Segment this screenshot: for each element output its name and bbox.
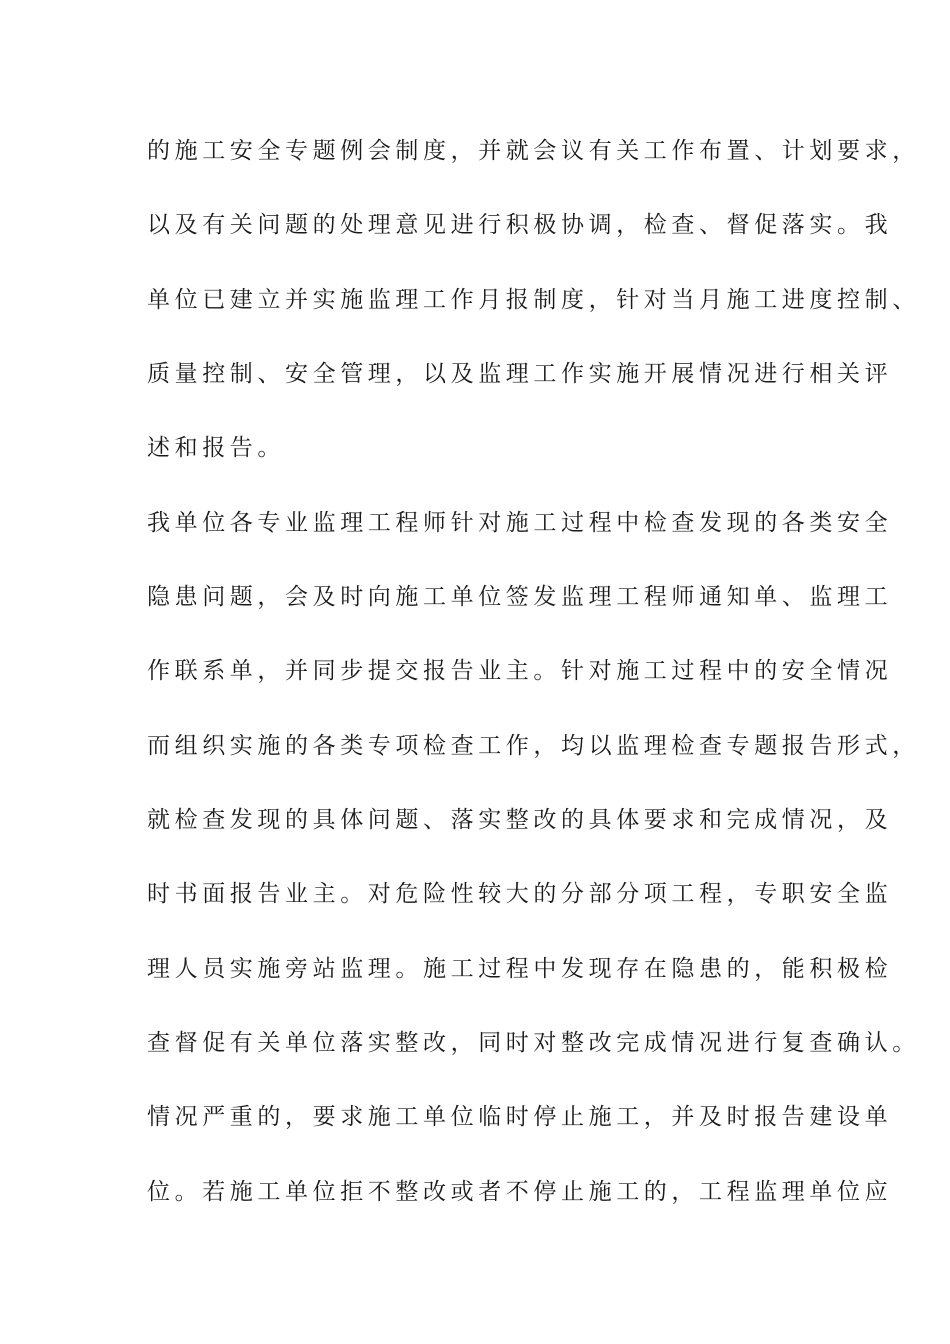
text-line: 隐患问题，会及时向施工单位签发监理工程师通知单、监理工: [147, 584, 893, 610]
text-line: 就检查发现的具体问题、落实整改的具体要求和完成情况，及: [147, 807, 893, 833]
text-line: 情况严重的，要求施工单位临时停止施工，并及时报告建设单: [147, 1104, 893, 1130]
text-line: 的施工安全专题例会制度，并就会议有关工作布置、计划要求，: [147, 138, 920, 164]
text-line: 时书面报告业主。对危险性较大的分部分项工程，专职安全监: [147, 881, 893, 907]
text-line: 而组织实施的各类专项检查工作，均以监理检查专题报告形式，: [147, 733, 920, 759]
text-line: 位。若施工单位拒不整改或者不停止施工的，工程监理单位应: [147, 1179, 893, 1205]
text-line: 述和报告。: [147, 435, 285, 461]
text-line: 质量控制、安全管理，以及监理工作实施开展情况进行相关评: [147, 361, 893, 387]
text-line: 作联系单，并同步提交报告业主。针对施工过程中的安全情况: [147, 658, 893, 684]
text-line: 单位已建立并实施监理工作月报制度，针对当月施工进度控制、: [147, 287, 920, 313]
text-line: 我单位各专业监理工程师针对施工过程中检查发现的各类安全: [147, 510, 893, 536]
text-line: 理人员实施旁站监理。施工过程中发现存在隐患的，能积极检: [147, 956, 893, 982]
text-line: 以及有关问题的处理意见进行积极协调，检查、督促落实。我: [147, 212, 893, 238]
text-line: 查督促有关单位落实整改，同时对整改完成情况进行复查确认。: [147, 1030, 920, 1056]
